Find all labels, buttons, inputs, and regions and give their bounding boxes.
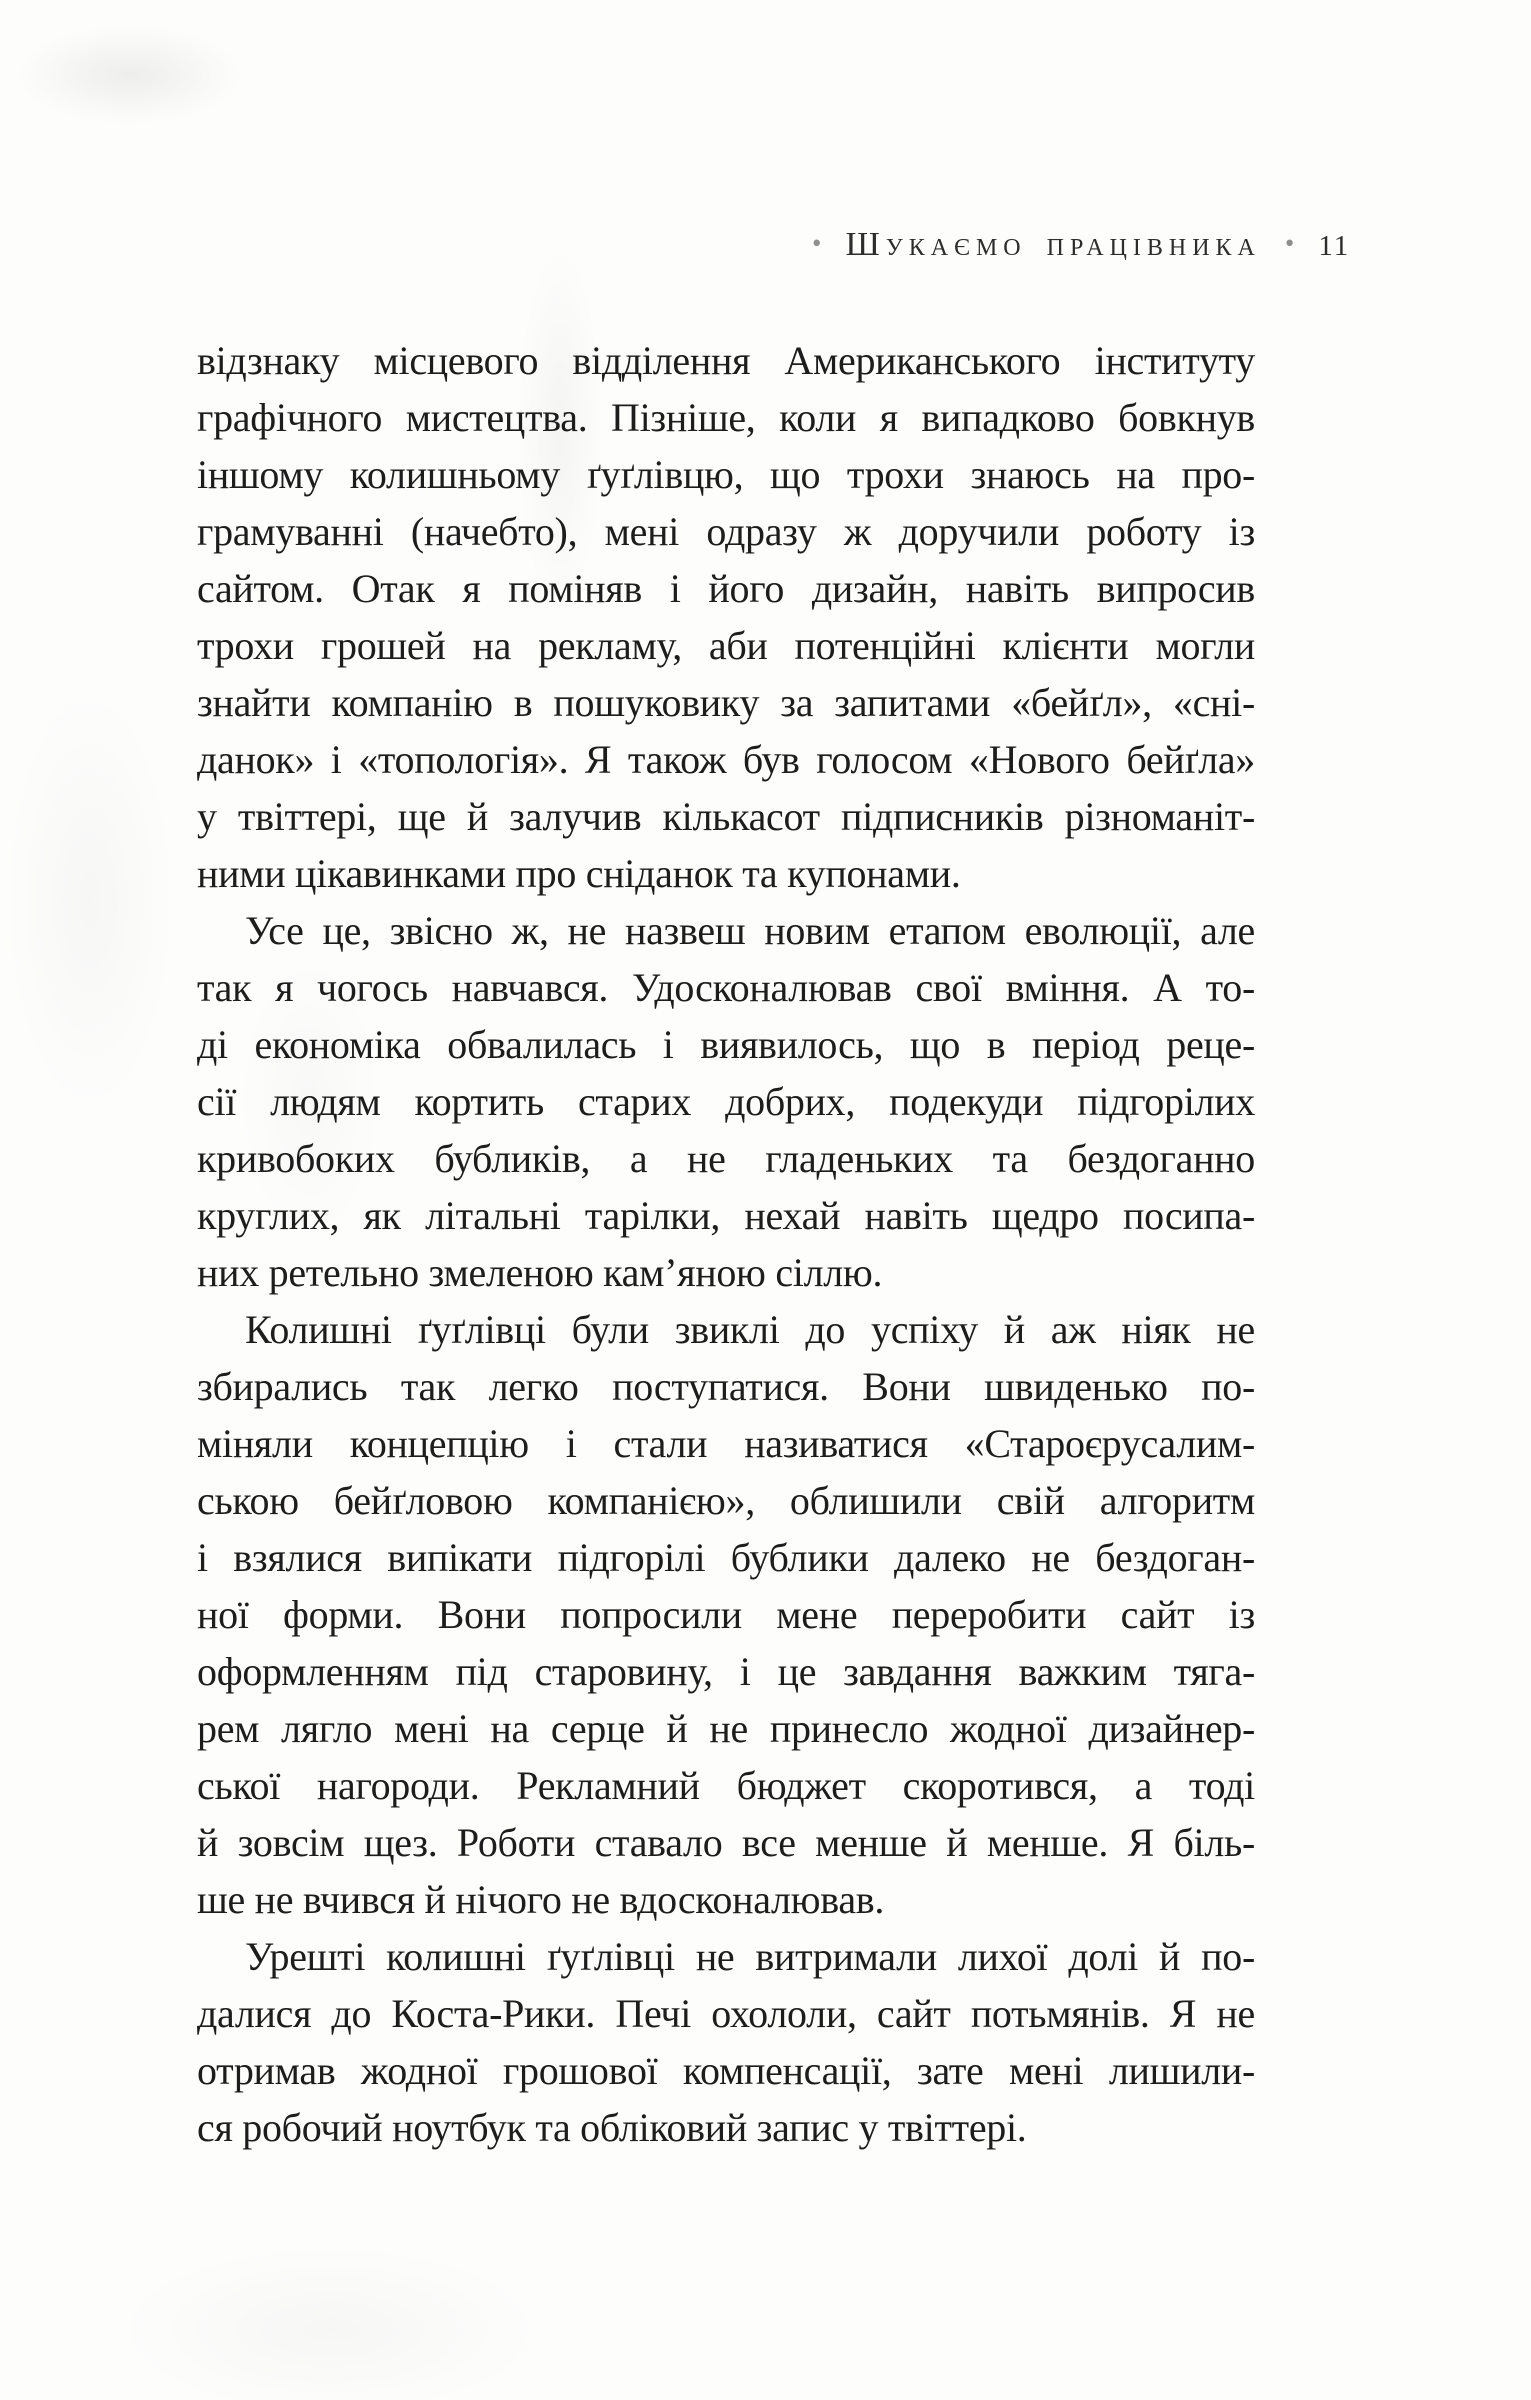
text-line: трохи грошей на рекламу, аби потенційні клієнти могли <box>197 623 1255 668</box>
page-number: 11 <box>1318 230 1351 262</box>
text-line: у твіттері, ще й залучив кількасот підписників різноманіт- <box>197 794 1255 839</box>
text-line: сайтом. Отак я поміняв і його дизайн, навіть випросив <box>197 566 1255 611</box>
text-line: рем лягло мені на серце й не принесло жодної дизайнер- <box>197 1706 1255 1751</box>
text-line: круглих, як літальні тарілки, нехай навіть щедро посипа- <box>197 1193 1255 1238</box>
text-line: ді економіка обвалилась і виявилось, що в період реце- <box>197 1022 1255 1067</box>
chapter-title-initial: Ш <box>845 226 886 263</box>
chapter-title-rest: УКАЄМО ПРАЦІВНИКА <box>885 235 1261 261</box>
text-line: збирались так легко поступатися. Вони швиденько по- <box>197 1364 1255 1409</box>
text-line: ся робочий ноутбук та обліковий запис у твіттері. <box>197 2105 1027 2150</box>
text-line: відзнаку місцевого відділення Американського інституту <box>197 338 1255 383</box>
text-line: Колишні ґуґлівці були звиклі до успіху й аж ніяк не <box>245 1307 1255 1352</box>
text-line: кривобоких бубликів, а не гладеньких та бездоганно <box>197 1136 1255 1181</box>
text-line: ної форми. Вони попросили мене переробити сайт із <box>197 1592 1255 1637</box>
text-line: Урешті колишні ґуґлівці не витримали лихої долі й по- <box>245 1934 1255 1979</box>
text-line: ської нагороди. Рекламний бюджет скоротився, а тоді <box>197 1763 1255 1808</box>
text-line: іншому колишньому ґуґлівцю, що трохи знаюсь на про- <box>197 452 1255 497</box>
text-line: грамуванні (начебто), мені одразу ж доручили роботу із <box>197 509 1255 554</box>
text-line: й зовсім щез. Роботи ставало все менше й менше. Я біль- <box>197 1820 1255 1865</box>
running-header <box>812 226 1350 264</box>
text-line: далися до Коста-Рики. Печі охололи, сайт потьмянів. Я не <box>197 1991 1255 2036</box>
text-line: Усе це, звісно ж, не назвеш новим етапом еволюції, але <box>245 908 1255 953</box>
text-line: оформленням під старовину, і це завдання важким тяга- <box>197 1649 1255 1694</box>
text-line: сії людям кортить старих добрих, подекуди підгорілих <box>197 1079 1255 1124</box>
text-line: них ретельно змеленою кам’яною сіллю. <box>197 1250 883 1295</box>
text-line: і взялися випікати підгорілі бублики далеко не бездоган- <box>197 1535 1255 1580</box>
text-line: так я чогось навчався. Удосконалював свої вміння. А то- <box>197 965 1255 1010</box>
text-line: данок» і «топологія». Я також був голосом «Нового бейґла» <box>197 737 1255 782</box>
text-line: графічного мистецтва. Пізніше, коли я випадково бовкнув <box>197 395 1255 440</box>
page-text <box>197 332 1255 2156</box>
text-line: ською бейґловою компанією», облишили свій алгоритм <box>197 1478 1255 1523</box>
text-line: знайти компанію в пошуковику за запитами «бейґл», «сні- <box>197 680 1255 725</box>
header-left-bullet-icon: • <box>812 227 822 258</box>
text-line: ше не вчився й нічого не вдосконалював. <box>197 1877 885 1922</box>
text-line: міняли концепцію і стали називатися «Староєрусалим- <box>197 1421 1255 1466</box>
header-right-bullet-icon: • <box>1284 227 1295 258</box>
text-line: ними цікавинками про сніданок та купонами. <box>197 851 961 896</box>
text-line: отримав жодної грошової компенсації, зате мені лишили- <box>197 2048 1255 2093</box>
chapter-title <box>845 226 1260 264</box>
